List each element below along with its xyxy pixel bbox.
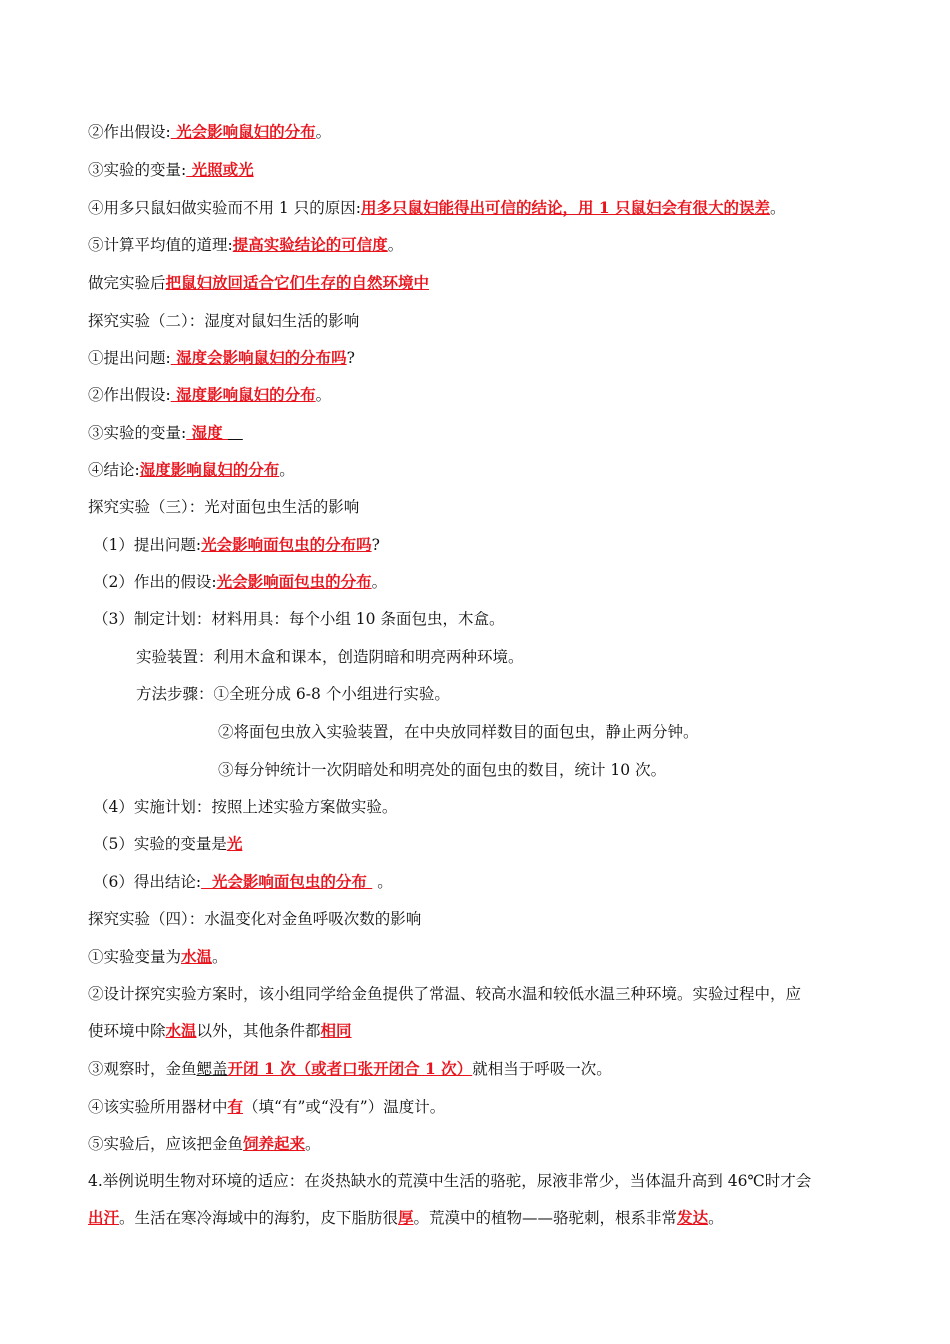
text-line <box>93 796 397 818</box>
plain-text: 以外，其他条件都 <box>196 1022 321 1040</box>
plain-text: ②作出假设: <box>88 123 171 141</box>
text-line <box>93 871 393 893</box>
text-line <box>136 646 524 668</box>
text-line <box>88 459 295 481</box>
plain-text: ③观察时，金鱼 <box>88 1060 197 1078</box>
answer-text: 湿度 <box>186 423 229 442</box>
plain-text: （6）得出结论: <box>93 873 202 891</box>
answer-text: 出汗 <box>88 1208 120 1227</box>
answer-text: 水温 <box>181 947 213 966</box>
plain-text: ②设计探究实验方案时，该小组同学给金鱼提供了常温、较高水温和较低水温三种环境。实验过程中，应 <box>88 985 802 1003</box>
answer-text: 有 <box>227 1097 244 1116</box>
answer-text: 湿度会影响鼠妇的分布吗 <box>170 348 347 367</box>
text-line <box>88 234 403 256</box>
text-line <box>88 121 331 143</box>
plain-text: ④该实验所用器材中 <box>88 1098 228 1116</box>
text-line <box>88 983 801 1005</box>
text-line <box>88 1096 445 1118</box>
answer-text: 光会影响面包虫的分布吗 <box>201 535 372 554</box>
plain-text: ? <box>371 536 380 554</box>
underlined-text: 鳃盖 <box>196 1060 228 1078</box>
text-line <box>88 908 421 930</box>
plain-text: 探究实验（四）：水温变化对金鱼呼吸次数的影响 <box>88 910 422 928</box>
text-line <box>88 159 254 181</box>
plain-text: 。 <box>212 948 228 966</box>
plain-text: 。 <box>315 386 332 404</box>
answer-text: 开闭 1 次（或者口张开闭合 1 次） <box>227 1059 473 1078</box>
answer-text: 湿度影响鼠妇的分布 <box>170 385 316 404</box>
text-line <box>88 1170 811 1192</box>
answer-text: 把鼠妇放回适合它们生存的自然环境中 <box>165 273 430 292</box>
answer-text: 光照或光 <box>186 160 254 179</box>
underlined-text <box>228 424 243 442</box>
plain-text: ②将面包虫放入实验装置，在中央放同样数目的面包虫，静止两分钟。 <box>218 723 699 741</box>
plain-text: ③每分钟统计一次阴暗处和明亮处的面包虫的数目，统计 10 次。 <box>218 761 667 779</box>
text-line <box>93 833 242 855</box>
text-line <box>88 1020 352 1042</box>
plain-text: 。 <box>708 1209 724 1227</box>
answer-text: 相同 <box>320 1021 352 1040</box>
plain-text: （5）实验的变量是 <box>93 835 227 853</box>
text-line <box>93 571 387 593</box>
plain-text: 。 <box>770 199 786 217</box>
answer-text: 饲养起来 <box>243 1134 306 1153</box>
answer-text: 光会影响鼠妇的分布 <box>170 122 316 141</box>
plain-text: 。 <box>372 873 393 891</box>
answer-text: 光会影响面包虫的分布 <box>216 572 372 591</box>
text-line <box>218 721 699 743</box>
plain-text: 。 <box>387 236 404 254</box>
text-line <box>88 1133 321 1155</box>
plain-text: ④结论: <box>88 461 140 479</box>
text-line <box>88 1058 612 1080</box>
plain-text: 。荒漠中的植物——骆驼刺，根系非常 <box>413 1209 678 1227</box>
plain-text: 实验装置：利用木盒和课本，创造阴暗和明亮两种环境。 <box>136 648 524 666</box>
answer-text: 光会影响面包虫的分布 <box>201 872 373 891</box>
text-line <box>88 496 359 518</box>
plain-text: ①提出问题: <box>88 349 171 367</box>
answer-text: 水温 <box>165 1021 197 1040</box>
plain-text: 使环境中除 <box>88 1022 166 1040</box>
plain-text: 4.举例说明生物对环境的适应：在炎热缺水的荒漠中生活的骆驼，尿液非常少，当体温升高到 46℃时才会 <box>88 1172 812 1190</box>
plain-text: 。 <box>315 123 332 141</box>
answer-text: 提高实验结论的可信度 <box>232 235 388 254</box>
text-line <box>136 683 450 705</box>
plain-text: 方法步骤：①全班分成 6-8 个小组进行实验。 <box>136 685 450 703</box>
plain-text: 。 <box>305 1135 321 1153</box>
plain-text: ⑤计算平均值的道理: <box>88 236 233 254</box>
plain-text: （4）实施计划：按照上述实验方案做实验。 <box>93 798 398 816</box>
plain-text: 。 <box>371 573 388 591</box>
text-line <box>88 272 429 294</box>
text-line <box>88 347 355 369</box>
answer-text: 厚 <box>398 1208 414 1227</box>
plain-text: 探究实验（三）：光对面包虫生活的影响 <box>88 498 360 516</box>
text-line <box>93 608 504 630</box>
plain-text: ⑤实验后，应该把金鱼 <box>88 1135 244 1153</box>
text-line <box>88 197 786 219</box>
plain-text: ③实验的变量: <box>88 161 187 179</box>
plain-text: （3）制定计划：材料用具：每个小组 10 条面包虫，木盒。 <box>93 610 505 628</box>
plain-text: （填“有”或“没有”）温度计。 <box>243 1098 446 1116</box>
plain-text: 就相当于呼吸一次。 <box>472 1060 612 1078</box>
plain-text: （1）提出问题: <box>93 536 202 554</box>
text-line <box>218 759 666 781</box>
text-line <box>88 384 331 406</box>
plain-text: 做完实验后 <box>88 274 166 292</box>
plain-text: 。 <box>279 461 295 479</box>
answer-text: 发达 <box>677 1208 709 1227</box>
plain-text: ①实验变量为 <box>88 948 182 966</box>
text-line <box>88 310 359 332</box>
plain-text: 。生活在寒冷海域中的海豹，皮下脂肪很 <box>119 1209 399 1227</box>
plain-text: ③实验的变量: <box>88 424 187 442</box>
plain-text: ? <box>346 349 355 367</box>
answer-text: 光 <box>226 834 243 853</box>
plain-text: （2）作出的假设: <box>93 573 217 591</box>
answer-text: 湿度影响鼠妇的分布 <box>139 460 280 479</box>
text-line <box>93 534 380 556</box>
plain-text: ②作出假设: <box>88 386 171 404</box>
text-line <box>88 422 243 444</box>
plain-text: ④用多只鼠妇做实验而不用 1 只的原因: <box>88 199 361 217</box>
plain-text: 探究实验（二）：湿度对鼠妇生活的影响 <box>88 312 360 330</box>
text-line <box>88 946 228 968</box>
answer-text: 用多只鼠妇能得出可信的结论，用 1 只鼠妇会有很大的误差 <box>360 198 771 217</box>
text-line <box>88 1207 724 1229</box>
